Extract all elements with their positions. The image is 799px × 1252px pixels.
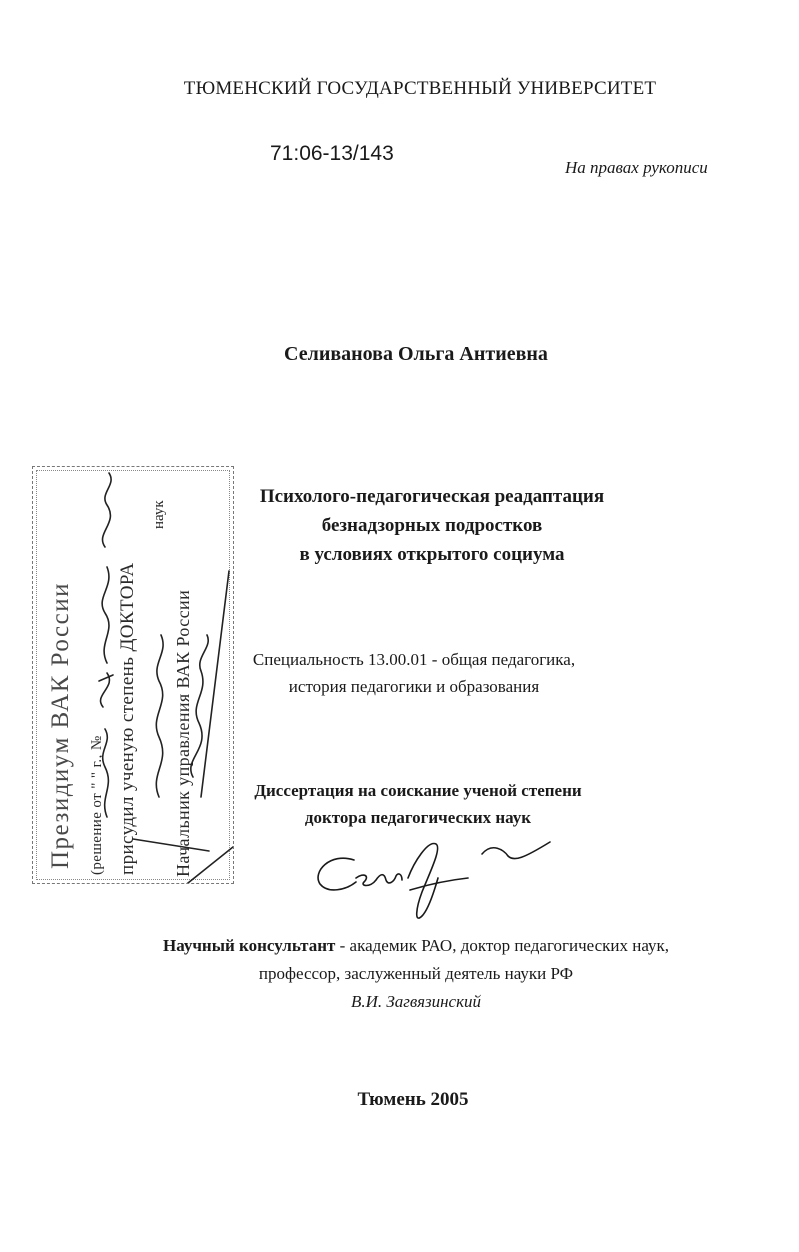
title-line: безнадзорных подростков bbox=[321, 515, 543, 536]
stamp-line-presidium: Президиум ВАК России bbox=[47, 582, 74, 869]
author-name: Селиванова Ольга Антиевна bbox=[284, 343, 548, 365]
stamp-line-head: Начальник управления ВАК России bbox=[173, 589, 193, 877]
title-line: Психолого-педагогическая реадаптация bbox=[259, 486, 605, 507]
university-name: ТЮМЕНСКИЙ ГОСУДАРСТВЕННЫЙ УНИВЕРСИТЕТ bbox=[183, 78, 657, 99]
degree-statement bbox=[210, 777, 626, 831]
stamp-line-decision: (решение от " " г., № bbox=[89, 735, 105, 875]
stamp-line-field: наук bbox=[151, 500, 167, 529]
catalog-code: 71:06-13/143 bbox=[270, 142, 394, 165]
manuscript-rights-note: На правах рукописи bbox=[565, 158, 708, 177]
scientific-consultant bbox=[90, 932, 742, 1016]
specialty-line: Специальность 13.00.01 - общая педагогика, bbox=[252, 650, 576, 669]
stamp-line-degree: присудил ученую степень ДОКТОРА bbox=[117, 562, 138, 875]
degree-line: доктора педагогических наук bbox=[304, 808, 532, 827]
specialty bbox=[214, 646, 614, 700]
consultant-name: В.И. Загвязинский bbox=[350, 992, 482, 1011]
consultant-credentials: - академик РАО, доктор педагогических наук, bbox=[335, 936, 670, 955]
author-signature bbox=[310, 832, 570, 928]
consultant-line-1 bbox=[90, 932, 742, 960]
degree-line: Диссертация на соискание ученой степени bbox=[254, 781, 582, 800]
specialty-line: история педагогики и образования bbox=[288, 677, 540, 696]
consultant-line-2: профессор, заслуженный деятель науки РФ bbox=[258, 964, 574, 983]
dissertation-title bbox=[216, 482, 648, 569]
handwritten-stamp-entries bbox=[33, 467, 233, 883]
city-year: Тюмень 2005 bbox=[357, 1089, 469, 1110]
title-line: в условиях открытого социума bbox=[299, 544, 565, 565]
vak-stamp bbox=[32, 466, 234, 884]
consultant-label: Научный консультант bbox=[162, 936, 336, 955]
